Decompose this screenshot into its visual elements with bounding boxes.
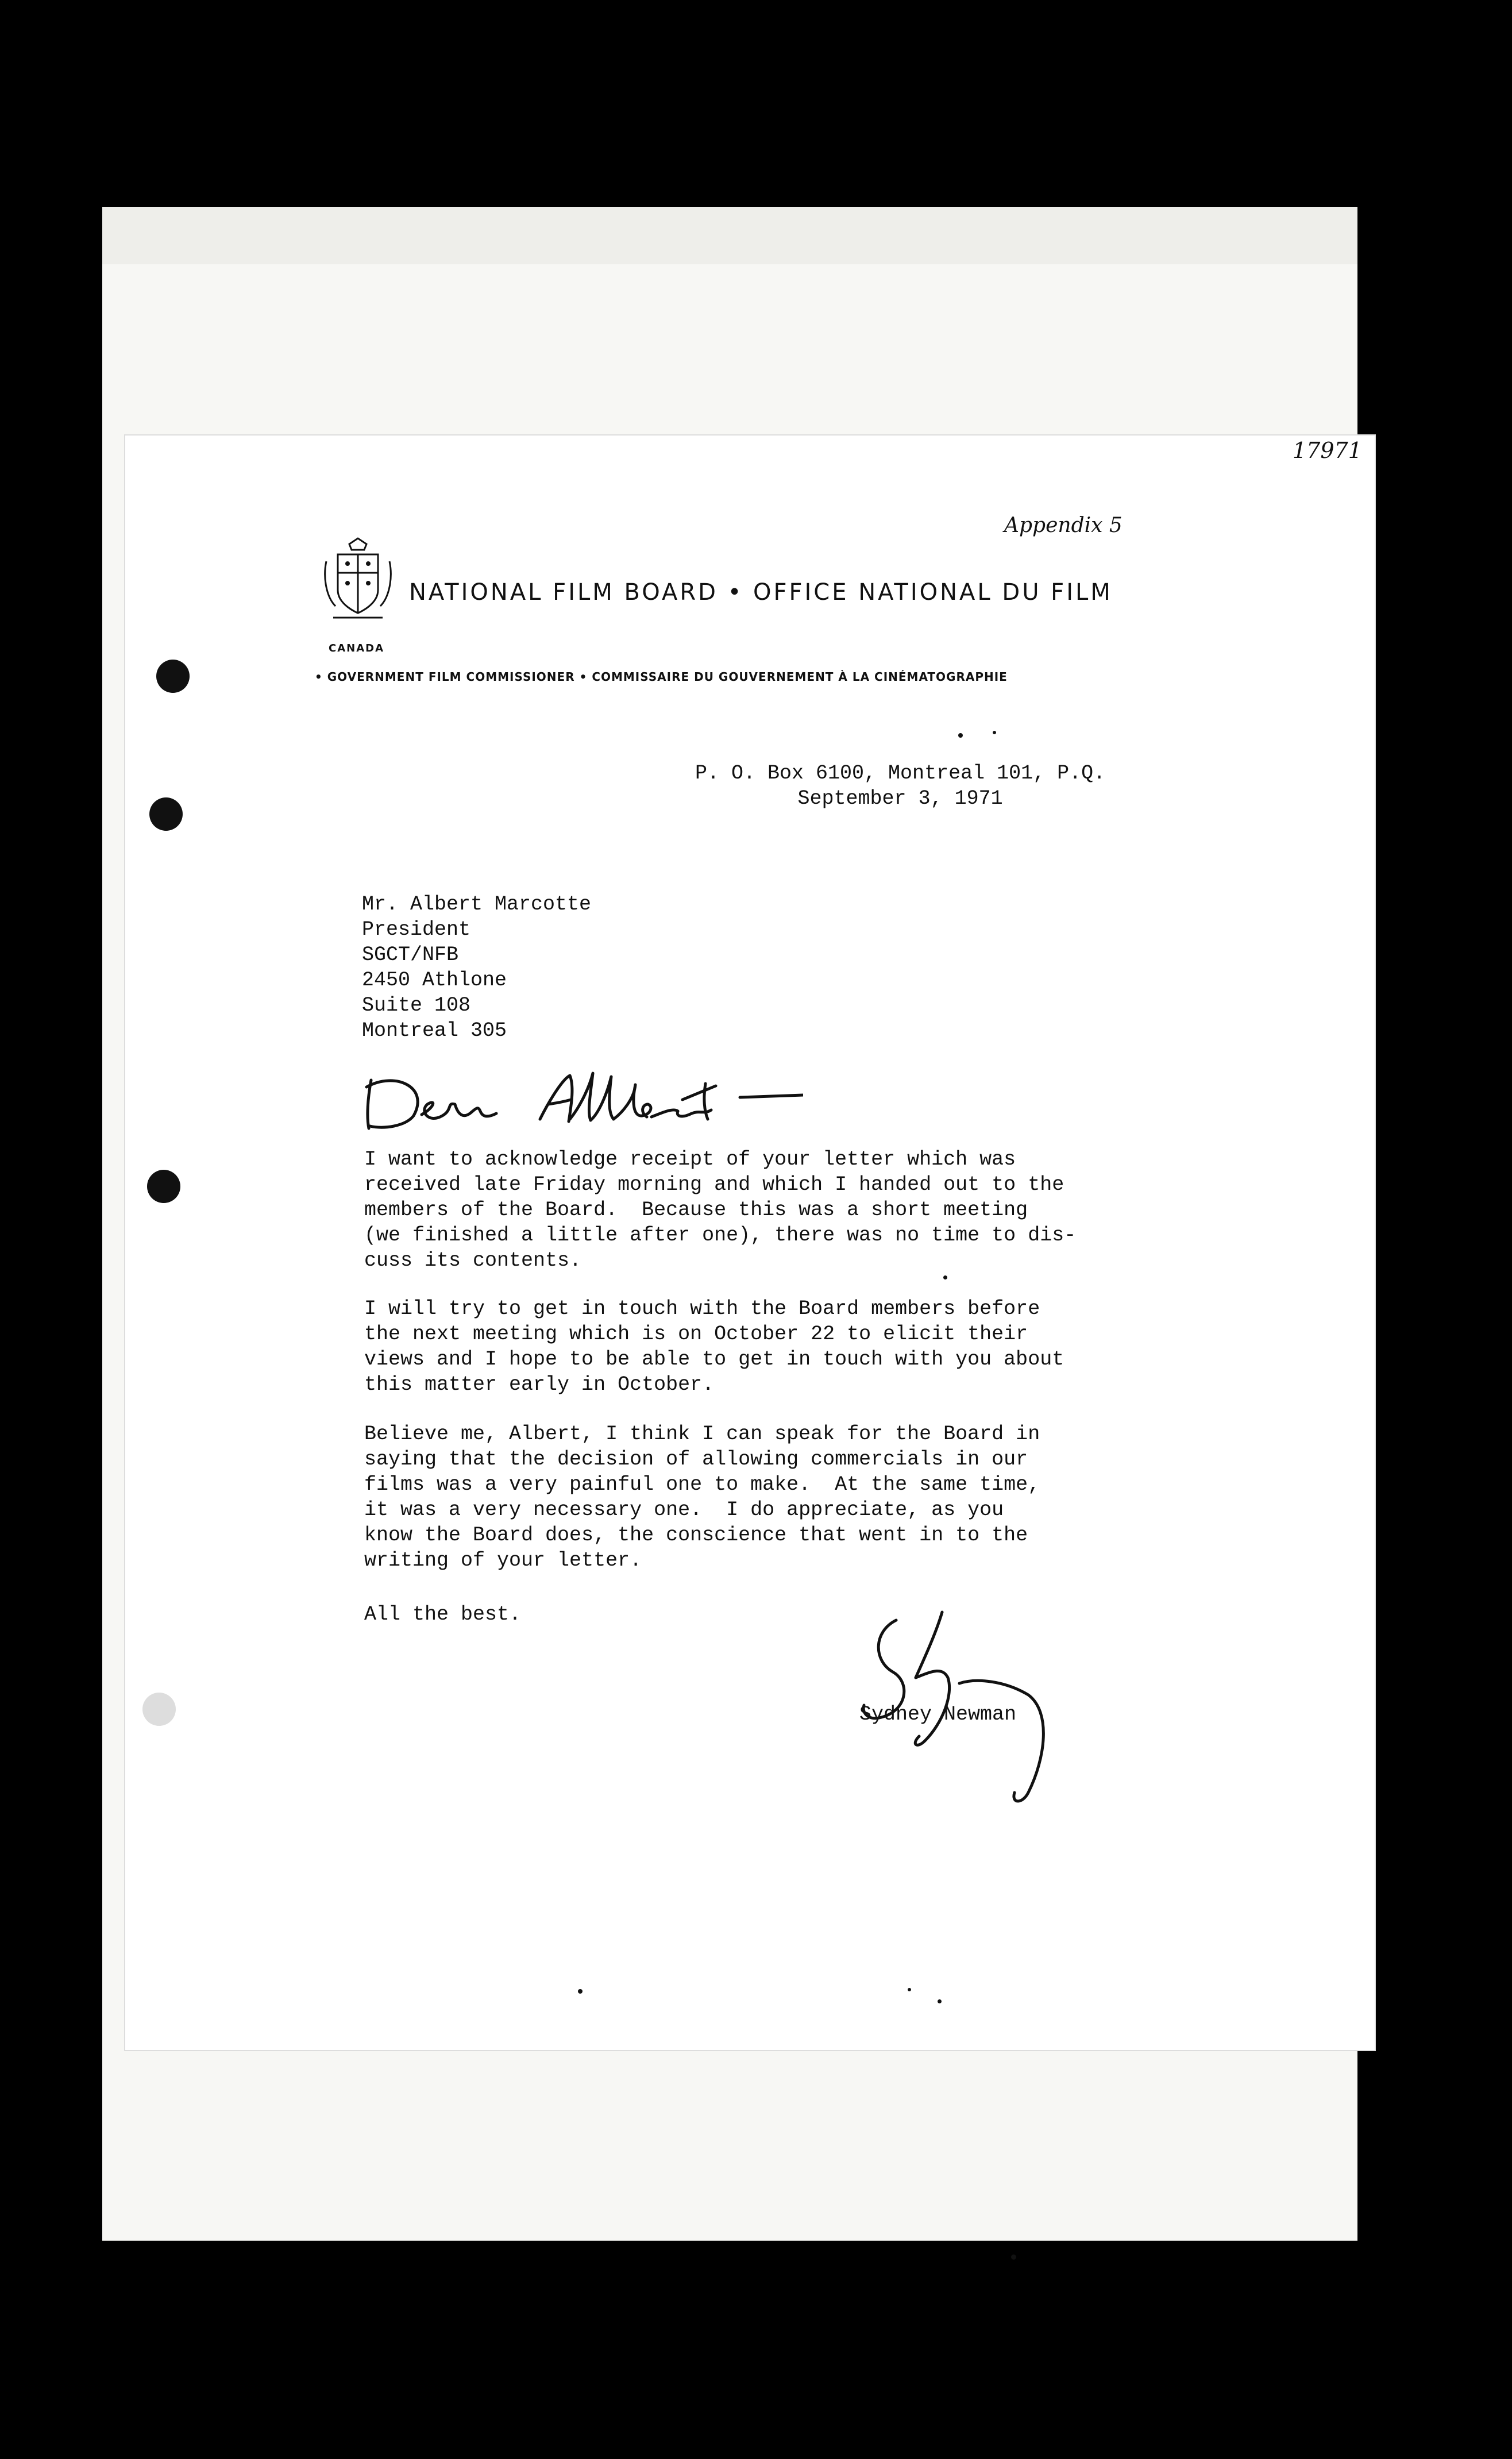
- punch-hole: [147, 1170, 180, 1203]
- canada-crest-icon: [322, 537, 394, 623]
- paragraph-line: I will try to get in touch with the Board members before: [364, 1297, 1040, 1320]
- return-address-block: [695, 761, 1105, 811]
- paragraph-line: (we finished a little after one), there was no time to dis-: [364, 1224, 1077, 1247]
- letterhead-country: CANADA: [329, 642, 385, 654]
- punch-hole: [142, 1693, 176, 1726]
- recipient-block: [362, 892, 591, 1043]
- paper-speck: [943, 1275, 947, 1279]
- paragraph-line: know the Board does, the conscience that went in to the: [364, 1524, 1028, 1547]
- archive-number: 17971: [1293, 438, 1362, 463]
- letterhead-organization: NATIONAL FILM BOARD • OFFICE NATIONAL DU FILM: [409, 579, 1113, 606]
- recipient-name: Mr. Albert Marcotte: [362, 893, 592, 916]
- paper-speck: [993, 731, 996, 734]
- letter-date: September 3, 1971: [797, 787, 1003, 810]
- handwritten-signature: [856, 1609, 1063, 1850]
- paragraph: [364, 1296, 1064, 1397]
- punch-hole: [156, 660, 190, 693]
- paper-speck: [958, 733, 963, 738]
- return-address: P. O. Box 6100, Montreal 101, P.Q.: [695, 762, 1106, 785]
- paragraph-line: received late Friday morning and which I handed out to the: [364, 1173, 1064, 1196]
- paragraph: [364, 1421, 1040, 1573]
- paragraph-line: writing of your letter.: [364, 1549, 642, 1572]
- recipient-suite: Suite 108: [362, 994, 471, 1017]
- paragraph-line: I want to acknowledge receipt of your letter which was: [364, 1148, 1016, 1171]
- recipient-title: President: [362, 918, 471, 941]
- closing: All the best.: [364, 1603, 522, 1626]
- paragraph-line: Believe me, Albert, I think I can speak for the Board in: [364, 1423, 1040, 1446]
- page-fold: [102, 207, 1357, 264]
- recipient-street: 2450 Athlone: [362, 969, 507, 992]
- handwritten-salutation: [361, 1064, 803, 1133]
- paragraph-line: films was a very painful one to make. At the same time,: [364, 1473, 1040, 1496]
- appendix-label: Appendix 5: [1004, 514, 1123, 537]
- signer-name: Sydney Newman: [859, 1703, 1017, 1726]
- paragraph-line: this matter early in October.: [364, 1373, 715, 1396]
- paragraph-line: cuss its contents.: [364, 1249, 582, 1272]
- paragraph-line: saying that the decision of allowing commercials in our: [364, 1448, 1028, 1471]
- paragraph-line: views and I hope to be able to get in touch with you about: [364, 1348, 1064, 1371]
- paragraph: [364, 1147, 1076, 1273]
- letterhead-commissioner-line: • GOVERNMENT FILM COMMISSIONER • COMMISSAIRE DU GOUVERNEMENT À LA CINÉMATOGRAPHIE: [315, 670, 1008, 684]
- paper-speck: [908, 1988, 911, 1991]
- recipient-organization: SGCT/NFB: [362, 943, 459, 966]
- paragraph-line: the next meeting which is on October 22 to elicit their: [364, 1323, 1028, 1346]
- paper-speck: [578, 1989, 583, 1994]
- paper-speck: [938, 1999, 942, 2003]
- paper-speck: [1011, 2254, 1016, 2260]
- recipient-city: Montreal 305: [362, 1019, 507, 1042]
- paragraph-line: members of the Board. Because this was a short meeting: [364, 1198, 1028, 1221]
- paragraph-line: it was a very necessary one. I do appreciate, as you: [364, 1498, 1004, 1521]
- punch-hole: [149, 797, 183, 831]
